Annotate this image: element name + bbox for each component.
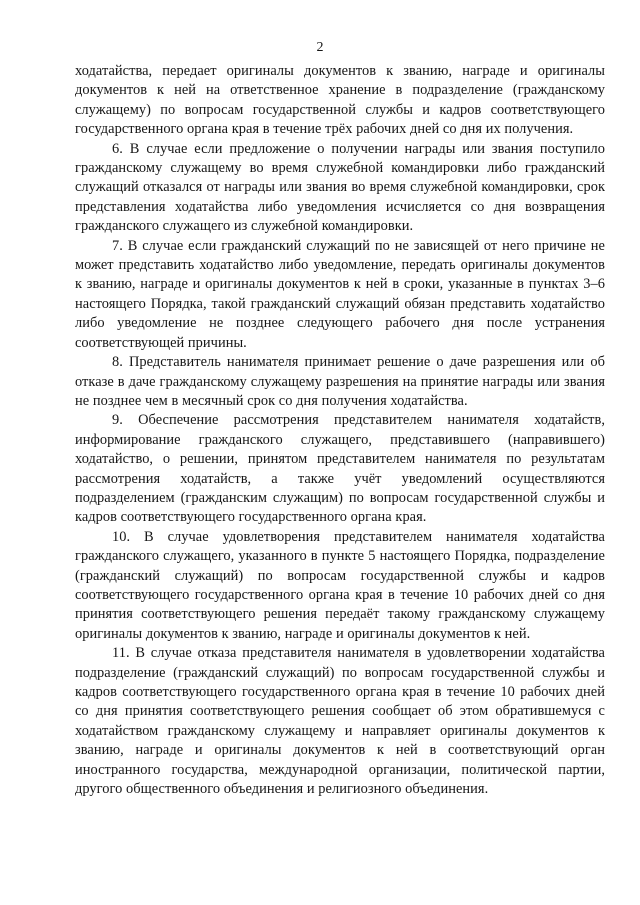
paragraph-9: 9. Обеспечение рассмотрения представителем нанимателя ходатайств, информирование гражданского служащего, представившего (направившего) ходатайство, о решении, принятом представителем нанимателя по результатам рассмотрения ходатайств, а также учёт уведомлений осуществляются подразделением (гражданским служащим) по вопросам государственной службы и кадров соответствующего государственного органа края. (75, 412, 605, 526)
document-body (75, 62, 605, 799)
paragraph-8: 8. Представитель нанимателя принимает решение о даче разрешения или об отказе в даче гражданскому служащему разрешения на принятие награды или звания не позднее чем в месячный срок со дня получения ходатайства. (75, 354, 605, 409)
paragraph-7: 7. В случае если гражданский служащий по не зависящей от него причине не может представить ходатайство либо уведомление, передать оригиналы документов к званию, награде и оригиналы документов к ней в сроки, указанные в пунктах 3–6 настоящего Порядка, такой гражданский служащий обязан представить ходатайство либо уведомление не позднее следующего рабочего дня после устранения соответствующей причины. (75, 237, 605, 351)
paragraph-11: 11. В случае отказа представителя нанимателя в удовлетворении ходатайства подразделение (гражданский служащий) по вопросам государственной службы и кадров соответствующего государственного органа края в течение 10 рабочих дней со дня принятия соответствующего решения сообщает об этом обратившемуся с ходатайством гражданскому служащему и направляет оригиналы документов к званию, награде и оригиналы документов к ней в соответствующий орган иностранного государства, международной организации, политической партии, другого общественного объединения и религиозного объединения. (75, 645, 605, 798)
page-number: 2 (316, 40, 324, 55)
paragraph-6: 6. В случае если предложение о получении награды или звания поступило гражданскому служащему во время служебной командировки либо гражданский служащий отказался от награды или звания во время служебной командировки, срок представления ходатайства либо уведомления исчисляется со дня возвращения гражданского служащего из служебной командировки. (75, 140, 605, 235)
paragraph-10: 10. В случае удовлетворения представителем нанимателя ходатайства гражданского служащего, указанного в пункте 5 настоящего Порядка, подразделение (гражданский служащий) по вопросам государственной службы и кадров соответствующего государственного органа края в течение 10 рабочих дней со дня принятия соответствующего решения передаёт такому гражданскому служащему оригиналы документов к званию, награде и оригиналы документов к ней. (75, 528, 605, 642)
paragraph-continuation: ходатайства, передает оригиналы документов к званию, награде и оригиналы документов к ней на ответственное хранение в подразделение (гражданскому служащему) по вопросам государственной службы и кадров соответствующего государственного органа края в течение трёх рабочих дней со дня их получения. (75, 63, 605, 138)
